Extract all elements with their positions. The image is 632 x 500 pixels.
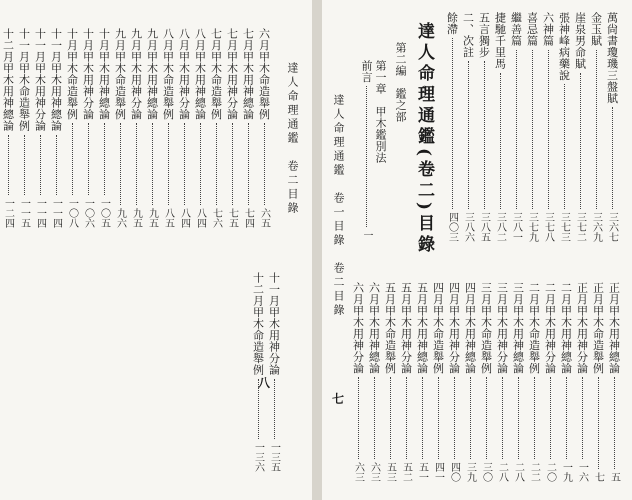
toc-entry-title: 十月甲木用神分論 (81, 28, 95, 120)
leader-dots (136, 123, 137, 205)
toc-entry-title: 正月甲木用神分論 (575, 282, 589, 374)
toc-entry-page: 五一 (416, 462, 428, 482)
toc-entry (18, 28, 31, 228)
leader-dots (470, 377, 471, 459)
toc-entry-title: 繼善篇 (509, 12, 523, 47)
toc-entry-title: 喜忌篇 (525, 12, 539, 47)
toc-entry (130, 28, 143, 228)
leader-dots (264, 123, 265, 205)
toc-entry-page: 四〇 (448, 462, 460, 482)
left-page-number: 八 (258, 376, 271, 390)
toc-entry-title: 十二月甲木命造舉例 (251, 272, 265, 376)
toc-entry-page: 五 (608, 472, 620, 482)
right-page-number: 七 (332, 392, 345, 406)
toc-entry (510, 12, 523, 242)
leader-dots (566, 377, 567, 459)
toc-entry-page: 六五 (258, 208, 270, 228)
toc-entry (98, 28, 111, 228)
toc-entry-page: 三九 (464, 462, 476, 482)
toc-entry-title: 張神峰病藥說 (557, 12, 571, 81)
leader-dots (274, 379, 275, 440)
leader-dots (40, 135, 41, 196)
toc-entry (464, 282, 477, 482)
toc-entry (34, 28, 47, 228)
toc-entry (258, 28, 271, 228)
toc-entry-page: 一二四 (2, 198, 14, 228)
toc-entry-page: 五三 (384, 462, 396, 482)
toc-entry-title: 崖泉男命賦 (573, 12, 587, 70)
left-upper-toc (0, 28, 272, 228)
toc-entry-page: 三八六 (462, 212, 474, 242)
toc-entry-page: 三〇 (480, 462, 492, 482)
toc-entry (66, 28, 79, 228)
toc-entry-page: 九五 (130, 208, 142, 228)
leader-dots (88, 123, 89, 195)
toc-entry-page: 一一四 (34, 198, 46, 228)
section-chapter (374, 60, 387, 164)
leader-dots (486, 377, 487, 459)
toc-entry (606, 12, 619, 242)
toc-entry-title: 三月甲木用神總論 (511, 282, 525, 374)
leader-dots (406, 377, 407, 459)
section-chapter-label: 第一章 甲木鑑別法 (374, 60, 387, 164)
toc-entry-title: 九月甲木命造舉例 (113, 28, 127, 120)
toc-entry (114, 28, 127, 228)
leader-dots (598, 377, 599, 469)
toc-entry-page: 九五 (146, 208, 158, 228)
toc-entry-page: 一一五 (18, 198, 30, 228)
leader-dots (152, 123, 153, 205)
leader-dots (120, 123, 121, 205)
toc-entry-page: 六三 (352, 462, 364, 482)
toc-entry-title: 六月甲木用神總論 (367, 282, 381, 374)
toc-entry-page: 三八一 (510, 212, 522, 242)
toc-entry (544, 282, 557, 482)
toc-entry-title: 萬尙書瓊璣三盤賦 (605, 12, 619, 104)
toc-entry-title: 餘滯 (445, 12, 459, 35)
right-upper-toc (444, 12, 620, 242)
leader-dots (358, 377, 359, 459)
toc-entry-title: 七月甲木用神分論 (225, 28, 239, 120)
leader-dots (374, 377, 375, 459)
toc-entry-page: 七四 (242, 208, 254, 228)
leader-dots (200, 123, 201, 205)
toc-entry (560, 282, 573, 482)
toc-entry (384, 282, 397, 482)
toc-entry-page: 四一 (432, 462, 444, 482)
toc-entry-title: 四月甲木命造舉例 (431, 282, 445, 374)
toc-entry-page: 三八二 (494, 212, 506, 242)
right-lower-toc (350, 282, 622, 482)
toc-entry (268, 272, 281, 472)
toc-entry-title: 二、次註 (461, 12, 475, 58)
toc-entry (478, 12, 491, 242)
leader-dots (438, 377, 439, 459)
toc-entry (512, 282, 525, 482)
toc-entry-page: 一〇五 (98, 198, 110, 228)
toc-entry-page: 八四 (194, 208, 206, 228)
toc-entry-page: 一六 (576, 462, 588, 482)
toc-entry-title: 五月甲木用神總論 (415, 282, 429, 374)
toc-entry (252, 272, 265, 472)
toc-entry (480, 282, 493, 482)
toc-entry-title: 正月甲木命造舉例 (591, 282, 605, 374)
toc-entry-page: 六三 (368, 462, 380, 482)
toc-entry (400, 282, 413, 482)
toc-entry (82, 28, 95, 228)
toc-entry (526, 12, 539, 242)
leader-dots (8, 135, 9, 196)
toc-entry-page: 七六 (210, 208, 222, 228)
toc-entry-page: 一三五 (268, 442, 280, 472)
toc-entry (432, 282, 445, 482)
leader-dots (548, 50, 549, 210)
leader-dots (534, 377, 535, 459)
toc-entry-page: 一一四 (50, 198, 62, 228)
toc-entry-title: 五月甲木用神分論 (399, 282, 413, 374)
toc-entry-title: 金玉賦 (589, 12, 603, 47)
toc-entry-page: 二八 (496, 462, 508, 482)
leader-dots (24, 135, 25, 196)
toc-entry-title: 十一月甲木用神分論 (33, 28, 47, 132)
toc-entry-page: 一三六 (252, 442, 264, 472)
leader-dots (582, 377, 583, 459)
toc-entry-title: 正月甲木用神總論 (607, 282, 621, 374)
leader-dots (168, 123, 169, 205)
left-page (0, 0, 312, 500)
toc-entry-title: 十一月甲木命造舉例 (17, 28, 31, 132)
toc-entry-title: 五言獨步 (477, 12, 491, 58)
toc-entry-page: 二〇 (544, 462, 556, 482)
leader-dots (500, 73, 501, 210)
toc-entry (352, 282, 365, 482)
toc-entry (496, 282, 509, 482)
toc-entry (242, 28, 255, 228)
toc-entry (178, 28, 191, 228)
right-running-head: 達人命理通鑑 卷一目錄 卷二目錄 (332, 94, 345, 318)
toc-entry-page: 四〇三 (446, 212, 458, 242)
toc-entry-title: 六神篇 (541, 12, 555, 47)
leader-dots (452, 38, 453, 209)
leader-dots (366, 86, 367, 227)
section-part-label: 第二編 鑑之部 (394, 42, 407, 123)
leader-dots (248, 123, 249, 205)
toc-entry-title: 七月甲木命造舉例 (209, 28, 223, 120)
toc-entry (210, 28, 223, 228)
toc-entry-title: 四月甲木用神總論 (463, 282, 477, 374)
leader-dots (564, 84, 565, 209)
toc-entry-title: 八月甲木用神分論 (177, 28, 191, 120)
toc-entry (462, 12, 475, 242)
preface-page: 一 (361, 230, 372, 240)
leader-dots (454, 377, 455, 459)
toc-entry (592, 282, 605, 482)
leader-dots (484, 61, 485, 209)
toc-entry (608, 282, 621, 482)
leader-dots (614, 377, 615, 469)
left-lower-toc (250, 272, 282, 472)
toc-entry-title: 十一月甲木用神分論 (267, 272, 281, 376)
section-part (394, 42, 407, 123)
toc-entry (368, 282, 381, 482)
leader-dots (550, 377, 551, 459)
leader-dots (56, 135, 57, 196)
leader-dots (216, 123, 217, 205)
toc-entry-page: 二二 (528, 462, 540, 482)
toc-entry (146, 28, 159, 228)
leader-dots (104, 123, 105, 195)
toc-entry (558, 12, 571, 242)
toc-entry-page: 三六九 (590, 212, 602, 242)
toc-entry-title: 八月甲木用神總論 (193, 28, 207, 120)
leader-dots (184, 123, 185, 205)
toc-entry-title: 六月甲木命造舉例 (257, 28, 271, 120)
leader-dots (390, 377, 391, 459)
toc-entry-page: 三七九 (526, 212, 538, 242)
toc-entry-title: 三月甲木用神分論 (495, 282, 509, 374)
toc-entry-title: 四月甲木用神分論 (447, 282, 461, 374)
toc-entry-title: 九月甲木用神分論 (129, 28, 143, 120)
vol2-title: 達人命理通鑑(卷二)目錄 (414, 22, 434, 257)
toc-entry-page: 九六 (114, 208, 126, 228)
leader-dots (72, 123, 73, 195)
preface-label: 前言 (360, 60, 373, 83)
toc-entry-title: 十二月甲木用神總論 (1, 28, 15, 132)
toc-entry-page: 七五 (226, 208, 238, 228)
toc-entry-title: 二月甲木用神分論 (543, 282, 557, 374)
book-gutter (312, 0, 322, 500)
toc-entry-page: 五二 (400, 462, 412, 482)
toc-entry-page: 二八 (512, 462, 524, 482)
toc-entry (576, 282, 589, 482)
toc-entry-title: 九月甲木用神總論 (145, 28, 159, 120)
toc-entry (162, 28, 175, 228)
toc-entry-page: 八四 (178, 208, 190, 228)
toc-entry-title: 十月甲木命造舉例 (65, 28, 79, 120)
toc-entry (528, 282, 541, 482)
toc-entry-page: 三七八 (542, 212, 554, 242)
toc-entry-title: 三月甲木命造舉例 (479, 282, 493, 374)
toc-entry-page: 三七二 (574, 212, 586, 242)
leader-dots (422, 377, 423, 459)
toc-entry-title: 捷馳千里馬 (493, 12, 507, 70)
toc-entry (2, 28, 15, 228)
section-preface (360, 60, 373, 240)
leader-dots (232, 123, 233, 205)
toc-entry-page: 一九 (560, 462, 572, 482)
leader-dots (516, 50, 517, 210)
right-page (322, 0, 632, 500)
toc-entry (416, 282, 429, 482)
leader-dots (502, 377, 503, 459)
left-running-head: 達人命理通鑑 卷二目錄 (286, 62, 299, 216)
toc-entry-title: 十一月甲木用神總論 (49, 28, 63, 132)
toc-entry (494, 12, 507, 242)
leader-dots (468, 61, 469, 209)
toc-entry-page: 一〇六 (82, 198, 94, 228)
toc-entry-page: 三七三 (558, 212, 570, 242)
toc-entry-title: 十月甲木用神總論 (97, 28, 111, 120)
toc-entry (590, 12, 603, 242)
toc-entry-page: 三六七 (606, 212, 618, 242)
toc-entry (194, 28, 207, 228)
toc-entry-title: 五月甲木命造舉例 (383, 282, 397, 374)
toc-entry (226, 28, 239, 228)
toc-entry (574, 12, 587, 242)
leader-dots (518, 377, 519, 459)
toc-entry-page: 八五 (162, 208, 174, 228)
leader-dots (612, 107, 613, 209)
toc-entry (446, 12, 459, 242)
toc-entry-title: 二月甲木命造舉例 (527, 282, 541, 374)
toc-entry-page: 七 (592, 472, 604, 482)
toc-entry-title: 七月甲木用神總論 (241, 28, 255, 120)
toc-entry-page: 三八五 (478, 212, 490, 242)
leader-dots (580, 73, 581, 210)
leader-dots (596, 50, 597, 210)
toc-entry (542, 12, 555, 242)
toc-entry (50, 28, 63, 228)
toc-entry-title: 二月甲木用神總論 (559, 282, 573, 374)
leader-dots (532, 50, 533, 210)
toc-entry (448, 282, 461, 482)
toc-entry-title: 八月甲木命造舉例 (161, 28, 175, 120)
toc-entry-page: 一〇八 (66, 198, 78, 228)
toc-entry-title: 六月甲木用神分論 (351, 282, 365, 374)
